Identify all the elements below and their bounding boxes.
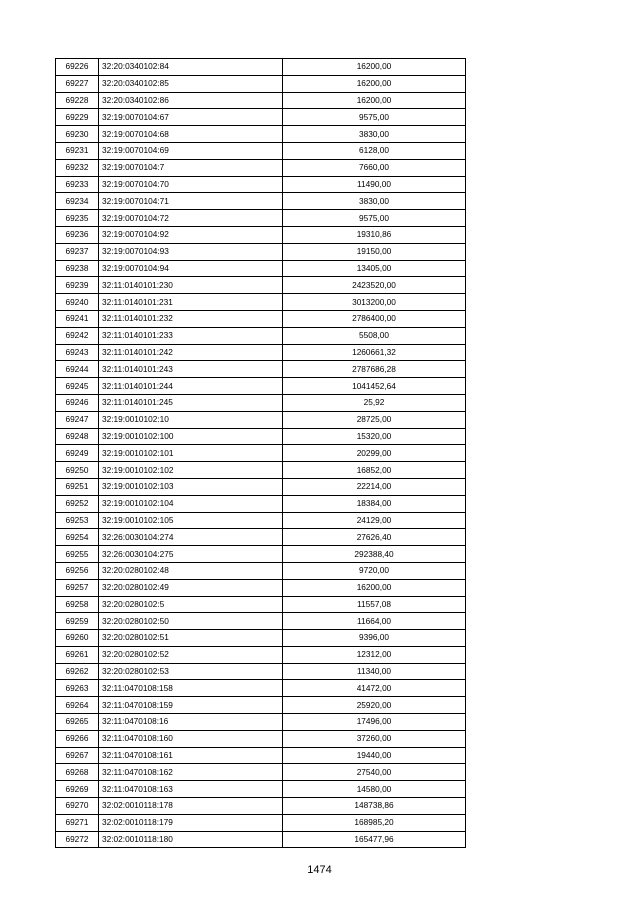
cadastral-number-cell: 32:20:0280102:50: [99, 613, 283, 630]
value-cell: 3830,00: [283, 126, 466, 143]
row-number-cell: 69260: [56, 630, 99, 647]
value-cell: 16200,00: [283, 92, 466, 109]
table-row: [56, 546, 466, 563]
row-number-cell: 69234: [56, 193, 99, 210]
cadastral-number-cell: 32:20:0280102:53: [99, 663, 283, 680]
value-cell: 16200,00: [283, 579, 466, 596]
cadastral-number-cell: 32:11:0140101:242: [99, 344, 283, 361]
value-cell: 20299,00: [283, 445, 466, 462]
value-cell: 2787686,28: [283, 361, 466, 378]
table-row: [56, 445, 466, 462]
cadastral-number-cell: 32:19:0070104:71: [99, 193, 283, 210]
row-number-cell: 69228: [56, 92, 99, 109]
cadastral-number-cell: 32:20:0280102:51: [99, 630, 283, 647]
row-number-cell: 69243: [56, 344, 99, 361]
value-cell: 24129,00: [283, 512, 466, 529]
row-number-cell: 69239: [56, 277, 99, 294]
page-number: 1474: [307, 864, 332, 876]
row-number-cell: 69232: [56, 159, 99, 176]
value-cell: 19440,00: [283, 747, 466, 764]
cadastral-number-cell: 32:11:0140101:230: [99, 277, 283, 294]
table-row: [56, 462, 466, 479]
row-number-cell: 69248: [56, 428, 99, 445]
row-number-cell: 69269: [56, 781, 99, 798]
row-number-cell: 69237: [56, 243, 99, 260]
cadastral-number-cell: 32:19:0010102:103: [99, 478, 283, 495]
cadastral-number-cell: 32:19:0070104:72: [99, 210, 283, 227]
row-number-cell: 69250: [56, 462, 99, 479]
table-row: [56, 411, 466, 428]
row-number-cell: 69241: [56, 310, 99, 327]
table-row: [56, 697, 466, 714]
cadastral-number-cell: 32:11:0140101:232: [99, 310, 283, 327]
table-row: [56, 327, 466, 344]
value-cell: 18384,00: [283, 495, 466, 512]
value-cell: 22214,00: [283, 478, 466, 495]
row-number-cell: 69236: [56, 226, 99, 243]
value-cell: 27626,40: [283, 529, 466, 546]
table-row: [56, 176, 466, 193]
cadastral-number-cell: 32:19:0010102:105: [99, 512, 283, 529]
table-row: [56, 361, 466, 378]
value-cell: 2786400,00: [283, 310, 466, 327]
table-body: [56, 59, 466, 848]
table-row: [56, 495, 466, 512]
table-row: [56, 378, 466, 395]
cadastral-number-cell: 32:20:0280102:5: [99, 596, 283, 613]
value-cell: 28725,00: [283, 411, 466, 428]
row-number-cell: 69259: [56, 613, 99, 630]
table-row: [56, 75, 466, 92]
row-number-cell: 69244: [56, 361, 99, 378]
cadastral-number-cell: 32:26:0030104:274: [99, 529, 283, 546]
table-row: [56, 142, 466, 159]
row-number-cell: 69272: [56, 831, 99, 848]
table-row: [56, 714, 466, 731]
value-cell: 14580,00: [283, 781, 466, 798]
cadastral-value-table: [55, 58, 466, 848]
cadastral-number-cell: 32:11:0470108:158: [99, 680, 283, 697]
row-number-cell: 69261: [56, 646, 99, 663]
value-cell: 7660,00: [283, 159, 466, 176]
row-number-cell: 69258: [56, 596, 99, 613]
table-row: [56, 680, 466, 697]
table-row: [56, 428, 466, 445]
row-number-cell: 69246: [56, 394, 99, 411]
value-cell: 11490,00: [283, 176, 466, 193]
cadastral-number-cell: 32:19:0010102:101: [99, 445, 283, 462]
value-cell: 2423520,00: [283, 277, 466, 294]
row-number-cell: 69257: [56, 579, 99, 596]
value-cell: 3830,00: [283, 193, 466, 210]
value-cell: 12312,00: [283, 646, 466, 663]
value-cell: 165477,96: [283, 831, 466, 848]
row-number-cell: 69245: [56, 378, 99, 395]
value-cell: 6128,00: [283, 142, 466, 159]
value-cell: 37260,00: [283, 730, 466, 747]
row-number-cell: 69251: [56, 478, 99, 495]
table-row: [56, 630, 466, 647]
row-number-cell: 69238: [56, 260, 99, 277]
table-row: [56, 277, 466, 294]
row-number-cell: 69266: [56, 730, 99, 747]
cadastral-number-cell: 32:19:0010102:104: [99, 495, 283, 512]
value-cell: 11340,00: [283, 663, 466, 680]
value-cell: 16852,00: [283, 462, 466, 479]
row-number-cell: 69256: [56, 562, 99, 579]
table-row: [56, 159, 466, 176]
cadastral-number-cell: 32:11:0140101:245: [99, 394, 283, 411]
cadastral-number-cell: 32:11:0470108:163: [99, 781, 283, 798]
cadastral-number-cell: 32:19:0070104:70: [99, 176, 283, 193]
value-cell: 11664,00: [283, 613, 466, 630]
value-cell: 11557,08: [283, 596, 466, 613]
row-number-cell: 69233: [56, 176, 99, 193]
table-row: [56, 394, 466, 411]
row-number-cell: 69252: [56, 495, 99, 512]
value-cell: 168985,20: [283, 814, 466, 831]
table-row: [56, 478, 466, 495]
cadastral-number-cell: 32:19:0070104:93: [99, 243, 283, 260]
row-number-cell: 69242: [56, 327, 99, 344]
value-cell: 3013200,00: [283, 294, 466, 311]
table-row: [56, 193, 466, 210]
value-cell: 19150,00: [283, 243, 466, 260]
table-row: [56, 596, 466, 613]
value-cell: 9575,00: [283, 210, 466, 227]
row-number-cell: 69231: [56, 142, 99, 159]
cadastral-number-cell: 32:19:0070104:92: [99, 226, 283, 243]
cadastral-number-cell: 32:02:0010118:178: [99, 798, 283, 815]
row-number-cell: 69240: [56, 294, 99, 311]
table-row: [56, 210, 466, 227]
cadastral-number-cell: 32:19:0010102:102: [99, 462, 283, 479]
cadastral-number-cell: 32:20:0280102:48: [99, 562, 283, 579]
cadastral-number-cell: 32:19:0070104:7: [99, 159, 283, 176]
cadastral-number-cell: 32:11:0140101:231: [99, 294, 283, 311]
cadastral-number-cell: 32:26:0030104:275: [99, 546, 283, 563]
table-row: [56, 831, 466, 848]
row-number-cell: 69264: [56, 697, 99, 714]
table-row: [56, 529, 466, 546]
cadastral-number-cell: 32:20:0280102:52: [99, 646, 283, 663]
table-row: [56, 310, 466, 327]
table-row: [56, 613, 466, 630]
value-cell: 19310,86: [283, 226, 466, 243]
value-cell: 292388,40: [283, 546, 466, 563]
row-number-cell: 69247: [56, 411, 99, 428]
row-number-cell: 69267: [56, 747, 99, 764]
table-row: [56, 294, 466, 311]
value-cell: 15320,00: [283, 428, 466, 445]
cadastral-number-cell: 32:20:0340102:84: [99, 59, 283, 76]
value-cell: 27540,00: [283, 764, 466, 781]
table-row: [56, 260, 466, 277]
row-number-cell: 69249: [56, 445, 99, 462]
table-row: [56, 512, 466, 529]
cadastral-number-cell: 32:11:0140101:233: [99, 327, 283, 344]
row-number-cell: 69255: [56, 546, 99, 563]
row-number-cell: 69263: [56, 680, 99, 697]
table-row: [56, 798, 466, 815]
cadastral-number-cell: 32:02:0010118:180: [99, 831, 283, 848]
cadastral-number-cell: 32:11:0470108:160: [99, 730, 283, 747]
value-cell: 148738,86: [283, 798, 466, 815]
table-row: [56, 579, 466, 596]
value-cell: 9575,00: [283, 109, 466, 126]
cadastral-number-cell: 32:11:0140101:243: [99, 361, 283, 378]
cadastral-number-cell: 32:19:0070104:69: [99, 142, 283, 159]
cadastral-number-cell: 32:20:0340102:86: [99, 92, 283, 109]
cadastral-number-cell: 32:11:0470108:162: [99, 764, 283, 781]
table-row: [56, 814, 466, 831]
cadastral-number-cell: 32:20:0340102:85: [99, 75, 283, 92]
value-cell: 25920,00: [283, 697, 466, 714]
table-row: [56, 730, 466, 747]
value-cell: 16200,00: [283, 75, 466, 92]
table-row: [56, 92, 466, 109]
value-cell: 13405,00: [283, 260, 466, 277]
table-row: [56, 344, 466, 361]
row-number-cell: 69253: [56, 512, 99, 529]
row-number-cell: 69235: [56, 210, 99, 227]
value-cell: 17496,00: [283, 714, 466, 731]
value-cell: 25,92: [283, 394, 466, 411]
cadastral-number-cell: 32:19:0070104:68: [99, 126, 283, 143]
table-row: [56, 562, 466, 579]
cadastral-number-cell: 32:19:0070104:67: [99, 109, 283, 126]
cadastral-number-cell: 32:19:0010102:10: [99, 411, 283, 428]
row-number-cell: 69229: [56, 109, 99, 126]
value-cell: 1041452,64: [283, 378, 466, 395]
table-row: [56, 126, 466, 143]
value-cell: 9396,00: [283, 630, 466, 647]
value-cell: 1260661,32: [283, 344, 466, 361]
value-cell: 41472,00: [283, 680, 466, 697]
cadastral-number-cell: 32:11:0470108:159: [99, 697, 283, 714]
table-row: [56, 663, 466, 680]
cadastral-number-cell: 32:20:0280102:49: [99, 579, 283, 596]
row-number-cell: 69227: [56, 75, 99, 92]
table-row: [56, 747, 466, 764]
table-row: [56, 59, 466, 76]
row-number-cell: 69268: [56, 764, 99, 781]
table-row: [56, 243, 466, 260]
cadastral-number-cell: 32:19:0070104:94: [99, 260, 283, 277]
cadastral-number-cell: 32:11:0470108:16: [99, 714, 283, 731]
value-cell: 9720,00: [283, 562, 466, 579]
row-number-cell: 69271: [56, 814, 99, 831]
table-row: [56, 764, 466, 781]
row-number-cell: 69270: [56, 798, 99, 815]
cadastral-number-cell: 32:02:0010118:179: [99, 814, 283, 831]
cadastral-number-cell: 32:11:0140101:244: [99, 378, 283, 395]
cadastral-number-cell: 32:11:0470108:161: [99, 747, 283, 764]
table-row: [56, 109, 466, 126]
row-number-cell: 69230: [56, 126, 99, 143]
value-cell: 16200,00: [283, 59, 466, 76]
value-cell: 5508,00: [283, 327, 466, 344]
table-row: [56, 781, 466, 798]
row-number-cell: 69265: [56, 714, 99, 731]
row-number-cell: 69254: [56, 529, 99, 546]
row-number-cell: 69262: [56, 663, 99, 680]
row-number-cell: 69226: [56, 59, 99, 76]
cadastral-number-cell: 32:19:0010102:100: [99, 428, 283, 445]
table-row: [56, 226, 466, 243]
table-row: [56, 646, 466, 663]
